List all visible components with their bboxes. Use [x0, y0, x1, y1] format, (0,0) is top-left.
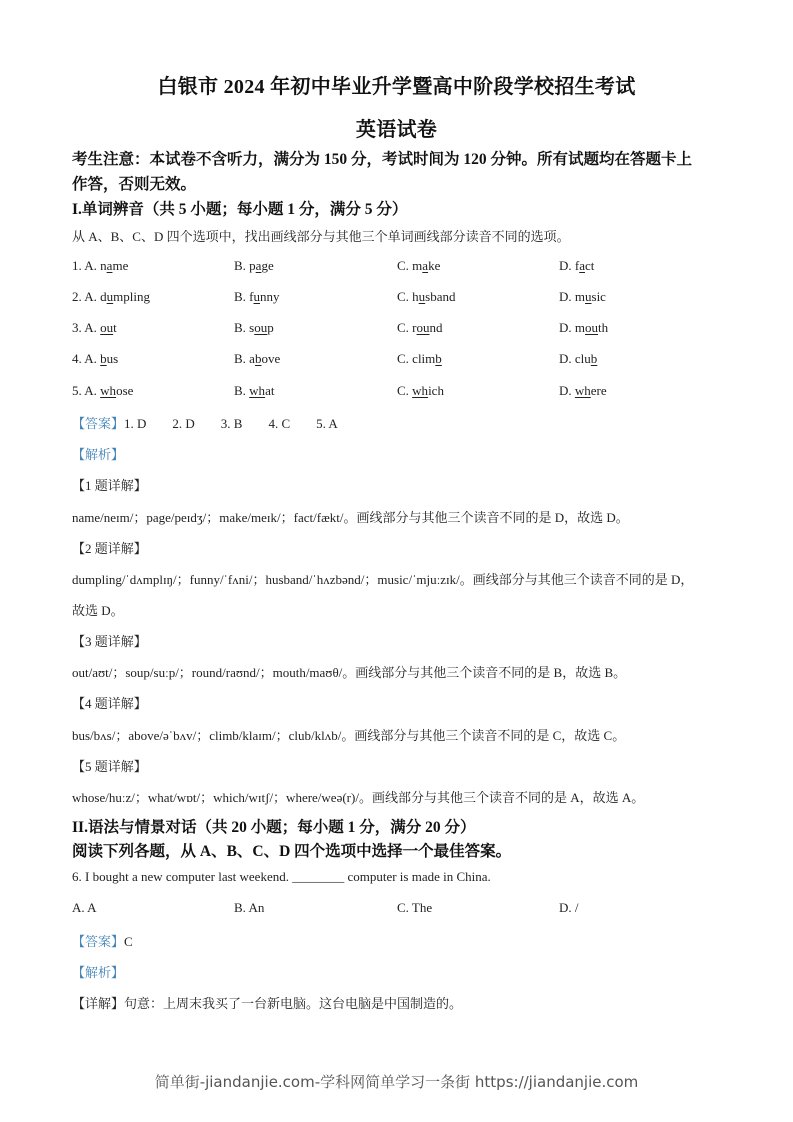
option-label: D. [559, 320, 572, 335]
question-number: 4. A. [72, 351, 97, 366]
q1-option-a [72, 258, 128, 274]
detail-4-text: bus/bʌs/；above/əˈbʌv/；climb/klaɪm/；club/klʌb/。画线部分与其他三个读音不同的是 C，故选 C。 [72, 728, 626, 743]
word-part: sic [591, 289, 606, 304]
word-part: ich [428, 383, 444, 398]
word-part: ke [428, 258, 441, 273]
detail-2-text: dumpling/ˈdʌmplɪŋ/；funny/ˈfʌni/；husband/ˈhʌzbənd/；music/ˈmjuːzɪk/。画线部分与其他三个读音不同的是 D， [72, 572, 694, 587]
word-part: n [100, 258, 107, 273]
word-part: r [412, 320, 417, 335]
option-label: C. [397, 258, 409, 273]
option-label: D. [559, 289, 572, 304]
underlined-letters: a [422, 258, 429, 273]
q4-option-c [397, 351, 442, 367]
word-part: us [106, 351, 119, 366]
question-number: 5. A. [72, 383, 97, 398]
option-label: C. [397, 289, 409, 304]
detail-1-heading: 【1 题详解】 [72, 478, 147, 493]
q6-answer: C [124, 934, 133, 949]
underlined-letters: b [254, 351, 262, 366]
option-label: D. [559, 383, 572, 398]
word-part: ge [261, 258, 274, 273]
option-label: D. [559, 258, 572, 273]
answer-row [72, 413, 364, 432]
detail-5-heading: 【5 题详解】 [72, 759, 147, 774]
detail-3-text: out/aʊt/；soup/suːp/；round/raʊnd/；mouth/maʊθ/。画线部分与其他三个读音不同的是 B，故选 B。 [72, 665, 627, 680]
underlined-letters: a [106, 258, 113, 273]
question-number: 2. A. [72, 289, 97, 304]
answer-5: 5. A [316, 416, 338, 431]
word-part: m [412, 258, 423, 273]
underlined-letters: ou [416, 320, 430, 335]
underlined-letters: b [100, 351, 107, 366]
detail-2-text-cont: 故选 D。 [72, 603, 124, 618]
q2-option-c [397, 289, 456, 305]
q3-option-d [559, 320, 608, 336]
q3-option-a [72, 320, 117, 336]
underlined-letters: b [590, 351, 598, 366]
underlined-letters: u [106, 289, 114, 304]
underlined-letters: ou [585, 320, 599, 335]
section2-instruction: 阅读下列各题，从 A、B、C、D 四个选项中选择一个最佳答案。 [72, 843, 512, 860]
word-part: m [574, 289, 586, 304]
answer-4: 4. C [268, 416, 291, 431]
underlined-letters: u [418, 289, 426, 304]
word-part: ere [590, 383, 607, 398]
word-part: p [267, 320, 274, 335]
section1-instruction: 从 A、B、C、D 四个选项中，找出画线部分与其他三个单词画线部分读音不同的选项。 [72, 229, 570, 244]
exam-title: 白银市 2024 年初中毕业升学暨高中阶段学校招生考试 [157, 76, 636, 98]
underlined-letters: wh [249, 383, 266, 398]
section1-heading: I.单词辨音（共 5 小题；每小题 1 分，满分 5 分） [72, 201, 408, 218]
word-part: ct [585, 258, 595, 273]
q6-option-b: B. An [234, 900, 265, 915]
detail-3-heading: 【3 题详解】 [72, 634, 147, 649]
word-part: m [574, 320, 586, 335]
option-label: C. [397, 320, 409, 335]
word-part: clim [412, 351, 436, 366]
notice-line-2: 作答，否则无效。 [72, 176, 197, 193]
word-part: p [249, 258, 256, 273]
q5-option-b [234, 383, 274, 399]
detail-1-text: name/neɪm/；page/peɪdʒ/；make/meɪk/；fact/fækt/。画线部分与其他三个读音不同的是 D，故选 D。 [72, 510, 629, 525]
word-part: sband [425, 289, 456, 304]
q1-option-b [234, 258, 274, 274]
analysis-label: 【解析】 [72, 447, 125, 462]
word-part: at [265, 383, 275, 398]
q4-option-d [559, 351, 597, 367]
q5-option-c [397, 383, 444, 399]
option-label: B. [234, 383, 246, 398]
option-label: B. [234, 351, 246, 366]
q4-option-b [234, 351, 280, 367]
footer-watermark: 简单街-jiandanjie.com-学科网简单学习一条街 https://jiandanjie.com [154, 1073, 639, 1091]
option-label: B. [234, 289, 246, 304]
notice-line-1: 考生注意：本试卷不含听力，满分为 150 分，考试时间为 120 分钟。所有试题均在答题卡上 [72, 151, 693, 168]
q6-answer-label: 【答案】 [72, 934, 125, 949]
q4-option-a [72, 351, 118, 367]
q6-option-d: D. / [559, 900, 579, 915]
option-label: B. [234, 258, 246, 273]
word-part: clu [574, 351, 591, 366]
underlined-letters: ou [100, 320, 114, 335]
option-label: C. [397, 383, 409, 398]
q6-detail: 【详解】句意：上周末我买了一台新电脑。这台电脑是中国制造的。 [72, 996, 463, 1011]
word-part: d [100, 289, 107, 304]
q6-option-c: C. The [397, 900, 433, 915]
detail-5-text: whose/huːz/；what/wɒt/；which/wɪtʃ/；where/weə(r)/。画线部分与其他三个读音不同的是 A，故选 A。 [72, 790, 645, 805]
word-part: s [249, 320, 255, 335]
underlined-letters: a [579, 258, 586, 273]
q2-option-b [234, 289, 280, 305]
question-6-stem: 6. I bought a new computer last weekend. ________ computer is made in China. [72, 869, 491, 884]
underlined-letters: wh [100, 383, 117, 398]
option-label: C. [397, 351, 409, 366]
q1-option-d [559, 258, 594, 274]
underlined-letters: ou [254, 320, 268, 335]
word-part: h [412, 289, 419, 304]
section2-heading: II.语法与情景对话（共 20 小题；每小题 1 分，满分 20 分） [72, 819, 476, 836]
answer-label: 【答案】 [72, 416, 125, 431]
answer-1: 1. D [124, 416, 147, 431]
word-part: th [598, 320, 609, 335]
word-part: ove [261, 351, 281, 366]
option-label: B. [234, 320, 246, 335]
q5-option-a [72, 383, 133, 399]
word-part: mpling [113, 289, 151, 304]
answer-3: 3. B [220, 416, 243, 431]
word-part: f [574, 258, 580, 273]
word-part: me [112, 258, 129, 273]
detail-4-heading: 【4 题详解】 [72, 696, 147, 711]
word-part: a [249, 351, 255, 366]
q6-option-a: A. A [72, 900, 97, 915]
word-part: t [113, 320, 117, 335]
word-part: nny [260, 289, 280, 304]
underlined-letters: b [435, 351, 442, 366]
question-number: 1. A. [72, 258, 97, 273]
underlined-letters: u [585, 289, 592, 304]
q2-option-a [72, 289, 150, 305]
q3-option-c [397, 320, 443, 336]
word-part: ose [116, 383, 134, 398]
option-label: D. [559, 351, 572, 366]
underlined-letters: wh [412, 383, 429, 398]
q3-option-b [234, 320, 274, 336]
word-part: nd [429, 320, 443, 335]
question-number: 3. A. [72, 320, 97, 335]
underlined-letters: wh [574, 383, 591, 398]
q2-option-d [559, 289, 606, 305]
q6-analysis-label: 【解析】 [72, 965, 125, 980]
word-part: f [249, 289, 254, 304]
underlined-letters: a [255, 258, 262, 273]
q5-option-d [559, 383, 607, 399]
underlined-letters: u [253, 289, 261, 304]
detail-2-heading: 【2 题详解】 [72, 541, 147, 556]
exam-subtitle: 英语试卷 [355, 119, 438, 141]
q6-answer-row [72, 931, 133, 950]
answer-2: 2. D [172, 416, 195, 431]
q1-option-c [397, 258, 440, 274]
